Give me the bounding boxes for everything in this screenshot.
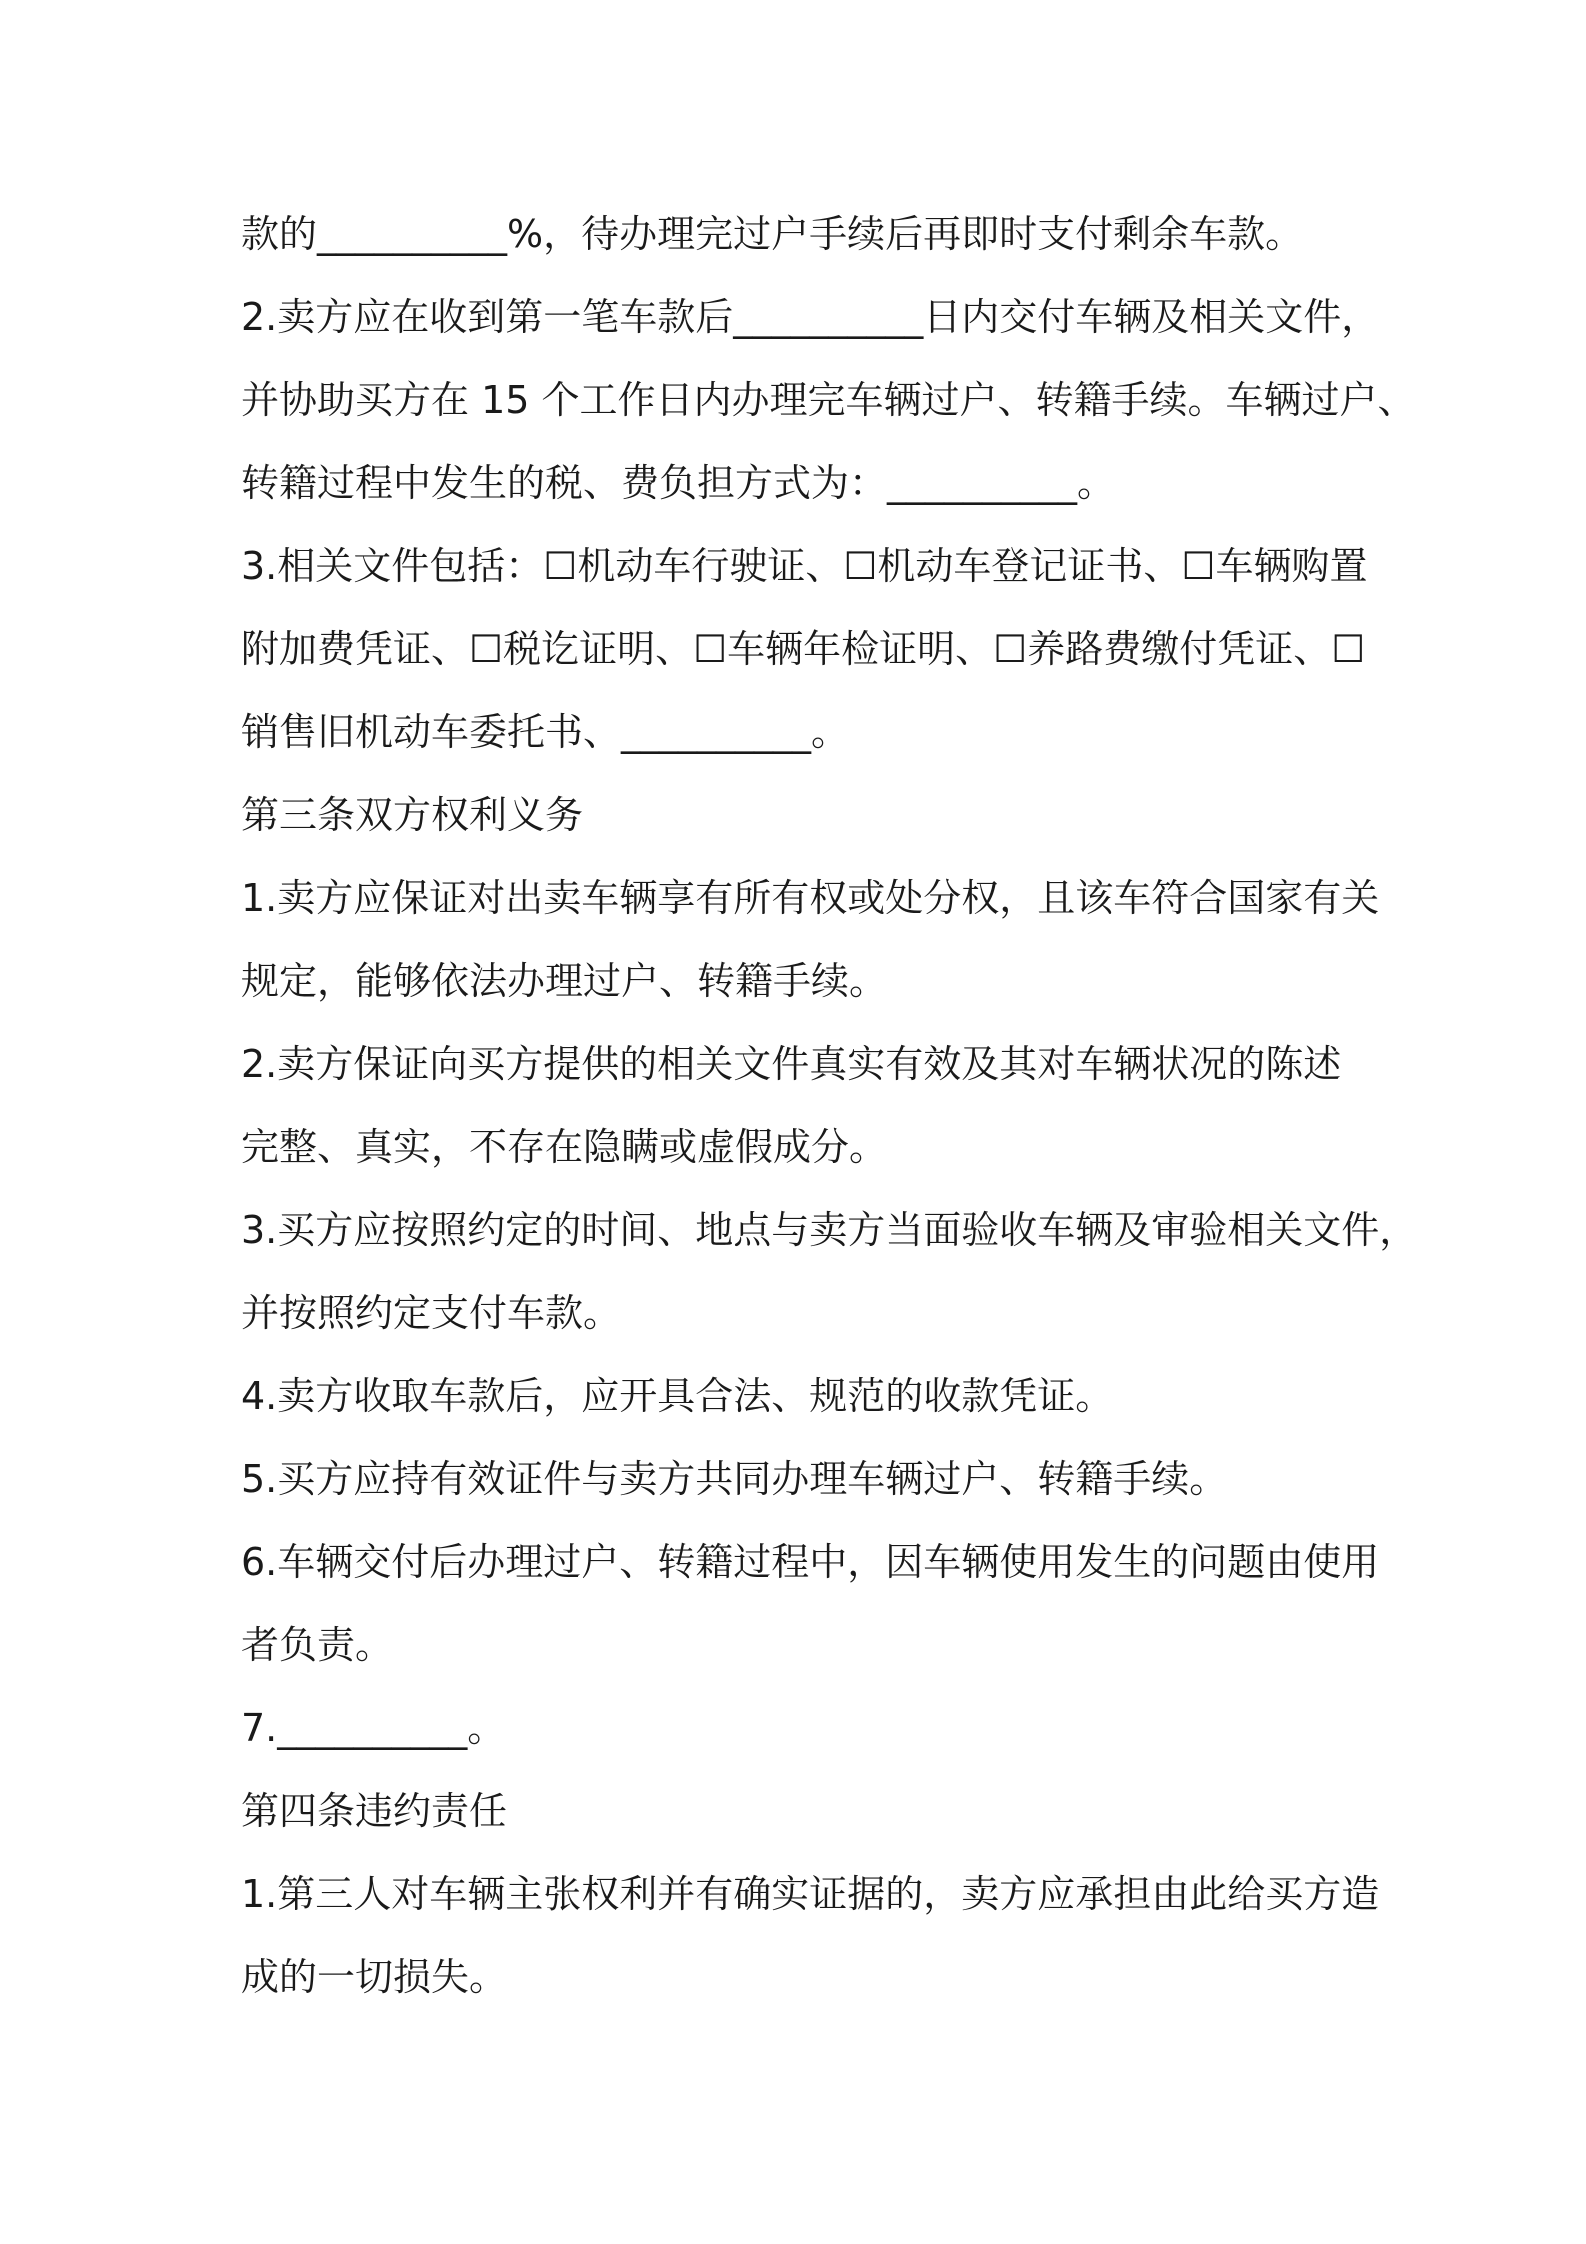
text-line: 2.卖方保证向买方提供的相关文件真实有效及其对车辆状况的陈述 xyxy=(241,1042,1342,1086)
text-line: 4.卖方收取车款后，应开具合法、规范的收款凭证。 xyxy=(241,1374,1114,1418)
text-line: 款的__________%，待办理完过户手续后再即时支付剩余车款。 xyxy=(241,212,1304,256)
text-line: 完整、真实，不存在隐瞒或虚假成分。 xyxy=(241,1125,888,1169)
text-line: 并按照约定支付车款。 xyxy=(241,1291,622,1335)
text-line: 销售旧机动车委托书、__________。 xyxy=(241,710,850,754)
text-line: 1.卖方应保证对出卖车辆享有所有权或处分权，且该车符合国家有关 xyxy=(241,876,1380,920)
text-line: 者负责。 xyxy=(241,1623,394,1667)
text-line: 7.__________。 xyxy=(241,1706,506,1750)
document-body xyxy=(241,193,1418,2019)
text-line: 6.车辆交付后办理过户、转籍过程中，因车辆使用发生的问题由使用 xyxy=(241,1540,1380,1584)
text-line: 3.买方应按照约定的时间、地点与卖方当面验收车辆及审验相关文件， xyxy=(241,1208,1418,1252)
text-line: 成的一切损失。 xyxy=(241,1955,508,1999)
section-heading: 第三条双方权利义务 xyxy=(241,793,584,837)
text-line: 附加费凭证、☐税讫证明、☐车辆年检证明、☐养路费缴付凭证、☐ xyxy=(241,627,1366,671)
text-line: 并协助买方在 15 个工作日内办理完车辆过户、转籍手续。车辆过户、 xyxy=(241,378,1416,422)
text-line: 规定，能够依法办理过户、转籍手续。 xyxy=(241,959,888,1003)
text-line: 5.买方应持有效证件与卖方共同办理车辆过户、转籍手续。 xyxy=(241,1457,1228,1501)
text-line: 1.第三人对车辆主张权利并有确实证据的，卖方应承担由此给买方造 xyxy=(241,1872,1380,1916)
text-line: 2.卖方应在收到第一笔车款后__________日内交付车辆及相关文件， xyxy=(241,295,1380,339)
text-line: 3.相关文件包括：☐机动车行驶证、☐机动车登记证书、☐车辆购置 xyxy=(241,544,1368,588)
text-line: 转籍过程中发生的税、费负担方式为：__________。 xyxy=(241,461,1116,505)
section-heading: 第四条违约责任 xyxy=(241,1789,508,1833)
